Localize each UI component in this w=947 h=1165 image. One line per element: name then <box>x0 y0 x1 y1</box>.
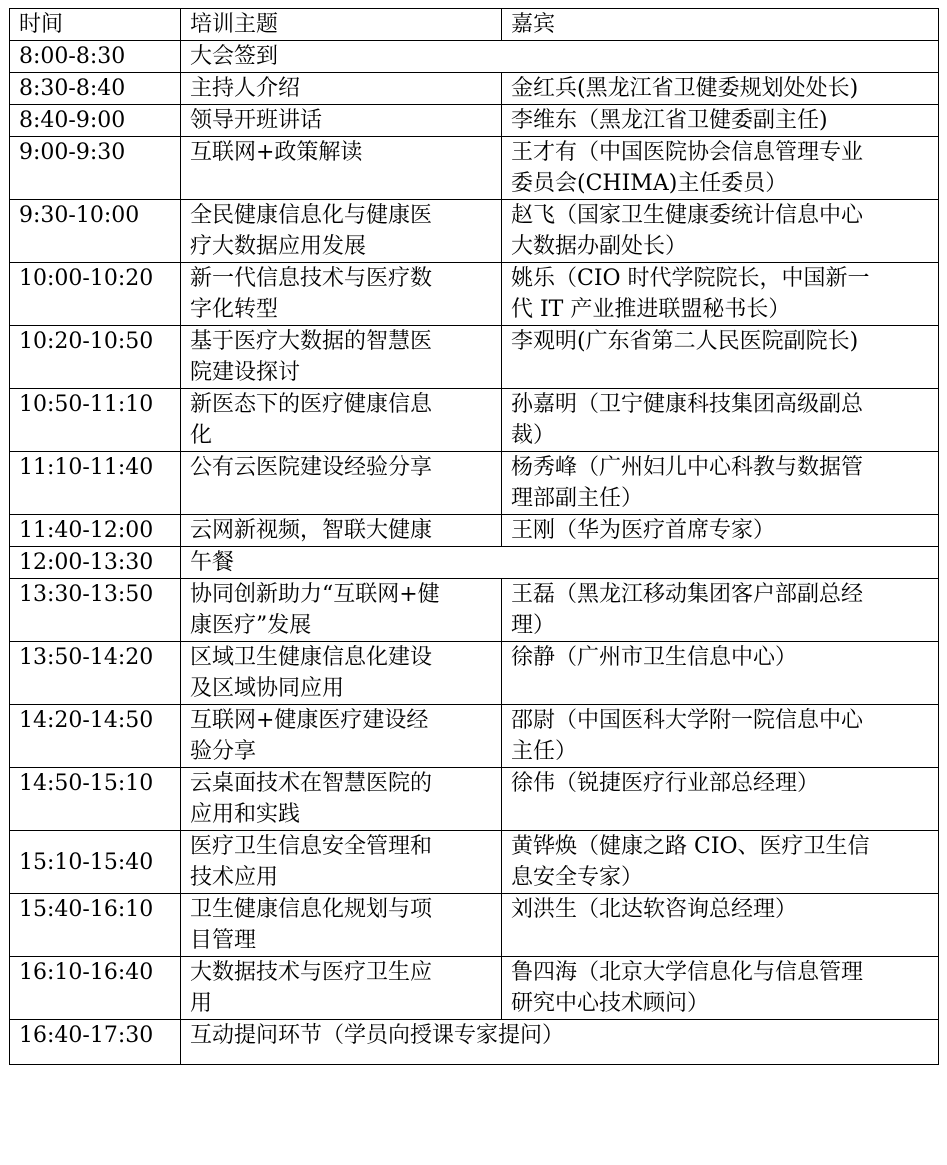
table-row <box>10 705 939 768</box>
table-row <box>10 137 939 200</box>
cell-guest: 李维东（黑龙江省卫健委副主任) <box>502 105 939 137</box>
cell-time: 12:00-13:30 <box>10 547 181 579</box>
cell-time: 13:30-13:50 <box>10 579 181 642</box>
cell-guest: 李观明(广东省第二人民医院副院长) <box>502 326 939 389</box>
table-row <box>10 547 939 579</box>
cell-guest: 徐伟（锐捷医疗行业部总经理） <box>502 768 939 831</box>
table-row <box>10 41 939 73</box>
table-row <box>10 389 939 452</box>
cell-topic: 卫生健康信息化规划与项 目管理 <box>181 894 502 957</box>
cell-time: 16:40-17:30 <box>10 1020 181 1065</box>
table-row <box>10 452 939 515</box>
table-row <box>10 894 939 957</box>
cell-time: 10:00-10:20 <box>10 263 181 326</box>
table-row <box>10 579 939 642</box>
cell-topic: 主持人介绍 <box>181 73 502 105</box>
cell-topic: 医疗卫生信息安全管理和 技术应用 <box>181 831 502 894</box>
cell-guest: 杨秀峰（广州妇儿中心科教与数据管 理部副主任） <box>502 452 939 515</box>
cell-time: 14:20-14:50 <box>10 705 181 768</box>
cell-topic: 大数据技术与医疗卫生应 用 <box>181 957 502 1020</box>
cell-time: 15:40-16:10 <box>10 894 181 957</box>
cell-guest: 姚乐（CIO 时代学院院长，中国新一 代 IT 产业推进联盟秘书长） <box>502 263 939 326</box>
cell-guest: 赵飞（国家卫生健康委统计信息中心 大数据办副处长） <box>502 200 939 263</box>
table-row <box>10 642 939 705</box>
cell-time: 11:40-12:00 <box>10 515 181 547</box>
cell-time: 9:30-10:00 <box>10 200 181 263</box>
table-row <box>10 73 939 105</box>
cell-guest: 鲁四海（北京大学信息化与信息管理 研究中心技术顾问） <box>502 957 939 1020</box>
cell-time: 10:50-11:10 <box>10 389 181 452</box>
cell-guest: 邵尉（中国医科大学附一院信息中心 主任） <box>502 705 939 768</box>
cell-guest: 王磊（黑龙江移动集团客户部副总经 理） <box>502 579 939 642</box>
cell-guest: 刘洪生（北达软咨询总经理） <box>502 894 939 957</box>
cell-topic: 全民健康信息化与健康医 疗大数据应用发展 <box>181 200 502 263</box>
cell-guest: 黄铧焕（健康之路 CIO、医疗卫生信 息安全专家） <box>502 831 939 894</box>
cell-time: 14:50-15:10 <box>10 768 181 831</box>
cell-time: 9:00-9:30 <box>10 137 181 200</box>
cell-topic: 云网新视频，智联大健康 <box>181 515 502 547</box>
cell-time: 8:40-9:00 <box>10 105 181 137</box>
table-header-row <box>10 9 939 41</box>
cell-topic: 基于医疗大数据的智慧医 院建设探讨 <box>181 326 502 389</box>
cell-topic: 领导开班讲话 <box>181 105 502 137</box>
cell-topic: 午餐 <box>181 547 939 579</box>
cell-guest: 王才有（中国医院协会信息管理专业 委员会(CHIMA)主任委员） <box>502 137 939 200</box>
header-topic: 培训主题 <box>181 9 502 41</box>
cell-topic: 新医态下的医疗健康信息 化 <box>181 389 502 452</box>
cell-topic: 区域卫生健康信息化建设 及区域协同应用 <box>181 642 502 705</box>
cell-topic: 大会签到 <box>181 41 939 73</box>
cell-time: 8:00-8:30 <box>10 41 181 73</box>
cell-time: 11:10-11:40 <box>10 452 181 515</box>
cell-guest: 王刚（华为医疗首席专家） <box>502 515 939 547</box>
schedule-body <box>10 9 939 1065</box>
cell-time: 16:10-16:40 <box>10 957 181 1020</box>
table-row <box>10 105 939 137</box>
cell-topic: 协同创新助力“互联网+健 康医疗”发展 <box>181 579 502 642</box>
schedule-table <box>9 8 939 1065</box>
table-row <box>10 200 939 263</box>
cell-time: 15:10-15:40 <box>10 831 181 894</box>
table-row <box>10 768 939 831</box>
cell-topic: 新一代信息技术与医疗数 字化转型 <box>181 263 502 326</box>
table-row <box>10 1020 939 1065</box>
cell-time: 10:20-10:50 <box>10 326 181 389</box>
cell-topic: 互联网+政策解读 <box>181 137 502 200</box>
table-row <box>10 326 939 389</box>
cell-topic: 云桌面技术在智慧医院的 应用和实践 <box>181 768 502 831</box>
cell-topic: 互联网+健康医疗建设经 验分享 <box>181 705 502 768</box>
cell-topic: 公有云医院建设经验分享 <box>181 452 502 515</box>
table-row <box>10 515 939 547</box>
header-time: 时间 <box>10 9 181 41</box>
cell-guest: 金红兵(黑龙江省卫健委规划处处长) <box>502 73 939 105</box>
table-row <box>10 957 939 1020</box>
table-row <box>10 831 939 894</box>
cell-topic: 互动提问环节（学员向授课专家提问） <box>181 1020 939 1065</box>
cell-time: 13:50-14:20 <box>10 642 181 705</box>
header-guest: 嘉宾 <box>502 9 939 41</box>
table-row <box>10 263 939 326</box>
cell-time: 8:30-8:40 <box>10 73 181 105</box>
cell-guest: 徐静（广州市卫生信息中心） <box>502 642 939 705</box>
cell-guest: 孙嘉明（卫宁健康科技集团高级副总 裁） <box>502 389 939 452</box>
